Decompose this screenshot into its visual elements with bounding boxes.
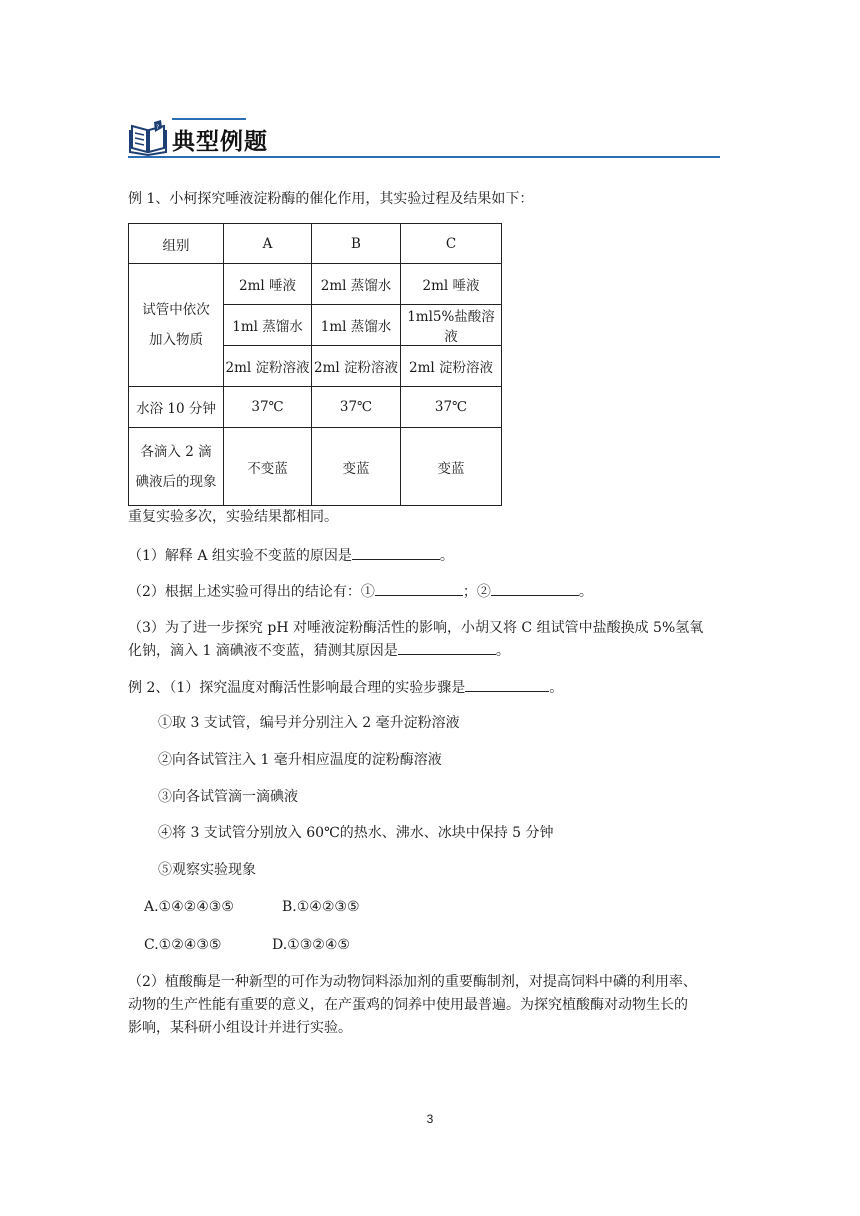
table-row-label: 水浴 10 分钟 xyxy=(129,387,224,428)
header-underline xyxy=(128,156,720,158)
table-cell: 2ml 淀粉溶液 xyxy=(224,346,312,387)
table-cell: 2ml 唾液 xyxy=(401,264,502,305)
step-5: ⑤观察实验现象 xyxy=(158,862,256,878)
svg-text:?: ? xyxy=(156,124,160,131)
table-cell: 2ml 淀粉溶液 xyxy=(312,346,401,387)
page-number: 3 xyxy=(426,1112,434,1126)
table-cell: 1ml5%盐酸溶液 xyxy=(401,305,502,346)
table-cell: 2ml 唾液 xyxy=(224,264,312,305)
question-3-line1: （3）为了进一步探究 pH 对唾液淀粉酶活性的影响，小胡又将 C 组试管中盐酸换成 5%氢氧 xyxy=(128,620,704,636)
table-row-label: 试管中依次 加入物质 xyxy=(129,264,224,387)
table-cell: 2ml 淀粉溶液 xyxy=(401,346,502,387)
example2-question-1: 例 2、（1）探究温度对酶活性影响最合理的实验步骤是 。 xyxy=(128,677,563,698)
table-cell: 37℃ xyxy=(401,387,502,428)
step-4: ④将 3 支试管分别放入 60℃的热水、沸水、冰块中保持 5 分钟 xyxy=(158,825,554,841)
table-cell: 37℃ xyxy=(224,387,312,428)
header-decoration-line xyxy=(172,118,246,120)
step-2: ②向各试管注入 1 毫升相应温度的淀粉酶溶液 xyxy=(158,752,442,768)
table-cell: 37℃ xyxy=(312,387,401,428)
question-1: （1）解释 A 组实验不变蓝的原因是 。 xyxy=(128,545,454,566)
book-icon xyxy=(128,118,168,156)
repeat-note: 重复实验多次，实验结果都相同。 xyxy=(128,509,338,525)
answer-blank xyxy=(398,640,496,655)
table-header-cell: 组别 xyxy=(129,224,224,264)
answer-blank xyxy=(465,677,549,692)
experiment-table xyxy=(128,223,502,506)
answer-blank xyxy=(491,581,579,596)
table-cell: 1ml 蒸馏水 xyxy=(224,305,312,346)
table-cell: 2ml 蒸馏水 xyxy=(312,264,401,305)
option-c: C.①②④③⑤ xyxy=(144,937,222,953)
table-header-cell: B xyxy=(312,224,401,264)
option-d: D.①③②④⑤ xyxy=(272,937,350,953)
example2-q2-line3: 影响，某科研小组设计并进行实验。 xyxy=(128,1020,352,1036)
option-b: B.①④②③⑤ xyxy=(282,899,360,915)
table-row xyxy=(129,428,502,506)
example2-q2-line2: 动物的生产性能有重要的意义，在产蛋鸡的饲养中使用最普遍。为探究植酸酶对动物生长的 xyxy=(128,997,688,1013)
question-2: （2）根据上述实验可得出的结论有：① ；② 。 xyxy=(128,581,593,602)
table-header-cell: A xyxy=(224,224,312,264)
table-header-cell: C xyxy=(401,224,502,264)
table-cell: 不变蓝 xyxy=(224,428,312,506)
answer-blank xyxy=(375,581,463,596)
step-3: ③向各试管滴一滴碘液 xyxy=(158,789,298,805)
table-cell: 变蓝 xyxy=(312,428,401,506)
question-3-line2: 化钠，滴入 1 滴碘液不变蓝，猜测其原因是 。 xyxy=(128,640,510,661)
example1-intro: 例 1、小柯探究唾液淀粉酶的催化作用，其实验过程及结果如下： xyxy=(128,191,534,207)
table-cell: 变蓝 xyxy=(401,428,502,506)
table-row xyxy=(129,264,502,305)
example2-q2-line1: （2）植酸酶是一种新型的可作为动物饲料添加剂的重要酶制剂，对提高饲料中磷的利用率、 xyxy=(128,974,697,990)
answer-blank xyxy=(352,545,440,560)
table-row xyxy=(129,387,502,428)
section-title: 典型例题 xyxy=(172,129,268,155)
table-cell: 1ml 蒸馏水 xyxy=(312,305,401,346)
table-row xyxy=(129,224,502,264)
table-row-label: 各滴入 2 滴 碘液后的现象 xyxy=(129,428,224,506)
option-a: A.①④②④③⑤ xyxy=(144,899,234,915)
step-1: ①取 3 支试管，编号并分别注入 2 毫升淀粉溶液 xyxy=(158,715,460,731)
